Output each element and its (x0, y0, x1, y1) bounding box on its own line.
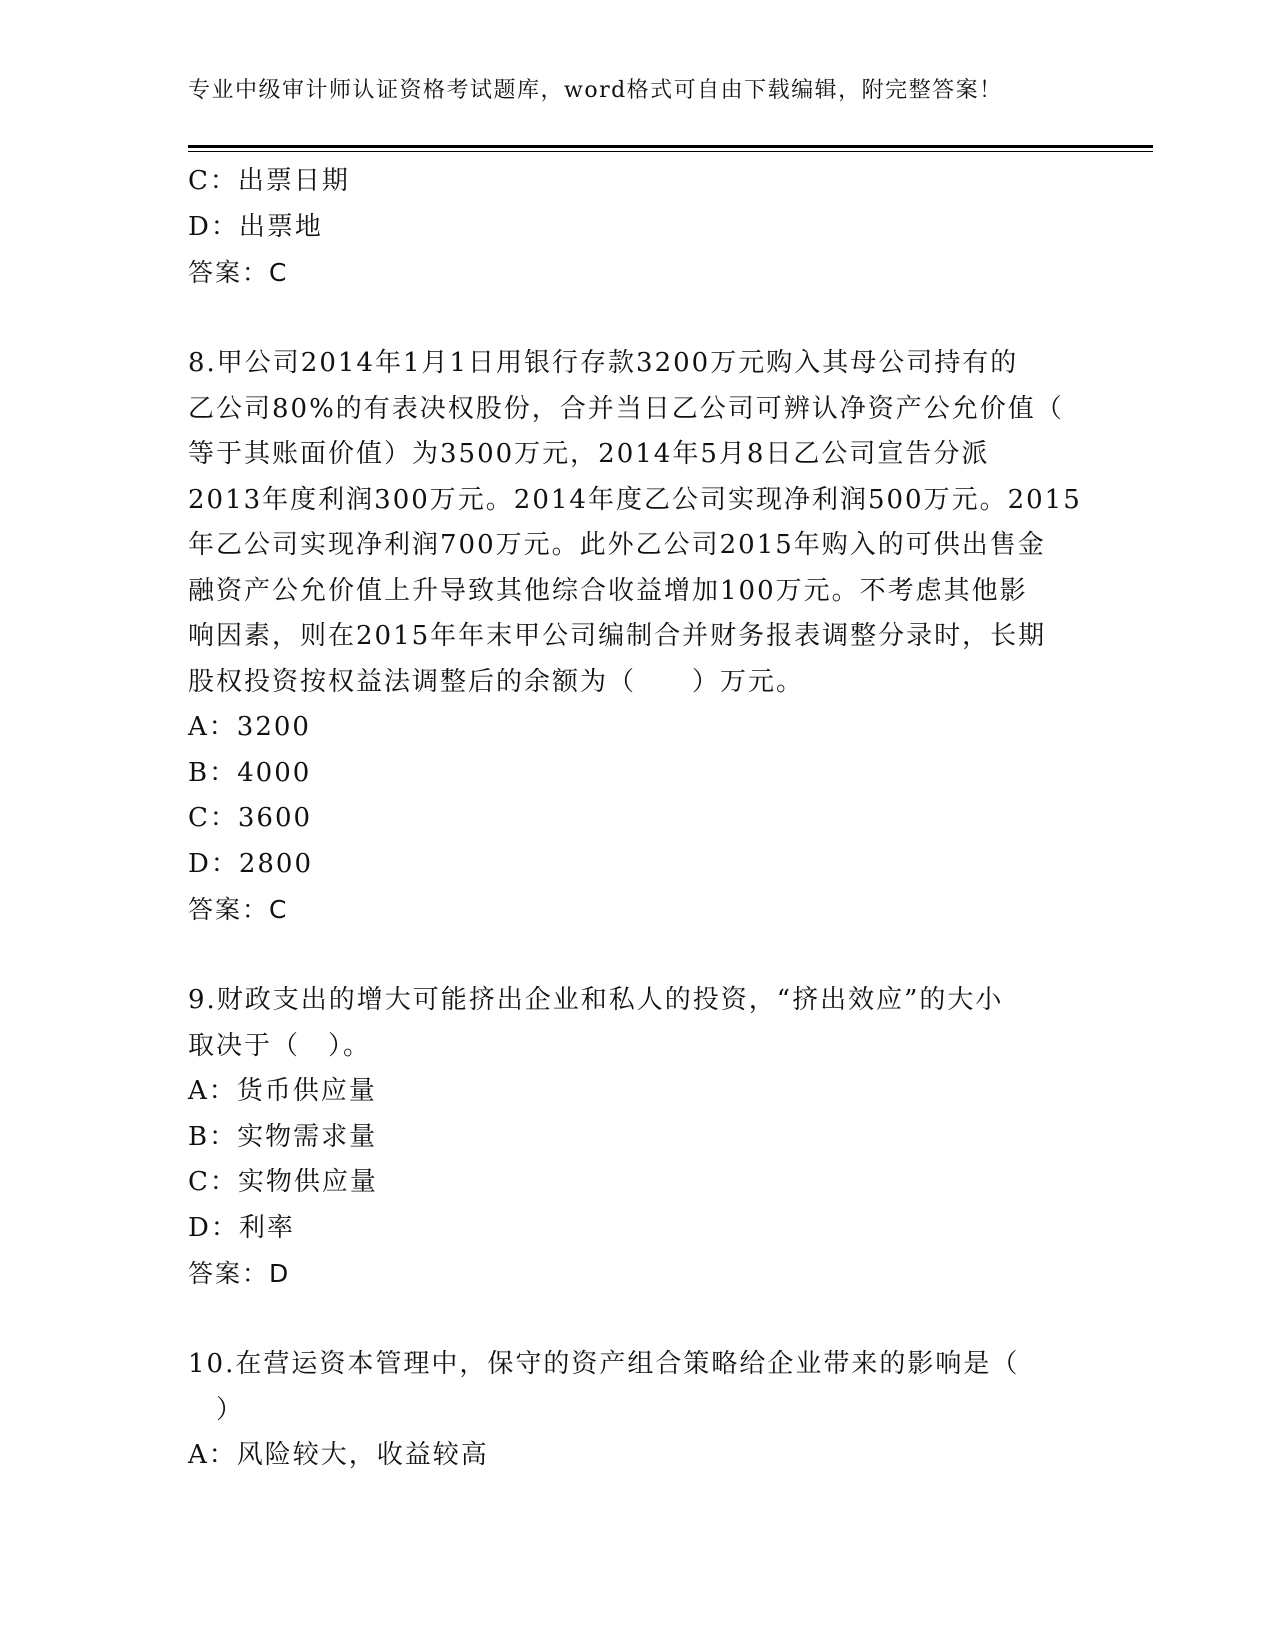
spacer (188, 933, 1088, 979)
document-body (188, 159, 1088, 1479)
option-a: A：货币供应量 (188, 1076, 377, 1106)
question-line: 2013年度利润300万元。2014年度乙公司实现净利润500万元。2015 (188, 484, 1082, 515)
spacer (188, 296, 1088, 342)
question-line: 乙公司80%的有表决权股份，合并当日乙公司可辨认净资产公允价值（ (188, 393, 1064, 424)
question-line: 10.在营运资本管理中，保守的资产组合策略给企业带来的影响是（ (188, 1349, 1020, 1379)
question-line: 9.财政支出的增大可能挤出企业和私人的投资，“挤出效应”的大小 (188, 985, 1004, 1015)
question-line: 等于其账面价值）为3500万元，2014年5月8日乙公司宣告分派 (188, 439, 990, 469)
question-10-text (188, 1342, 1088, 1433)
question-line: 响因素，则在2015年年末甲公司编制合并财务报表调整分录时，长期 (188, 621, 1047, 651)
option-c: C：3600 (188, 803, 313, 833)
option-d: D：利率 (188, 1212, 295, 1243)
answer-line: 答案：C (188, 895, 289, 924)
option-c: C：实物供应量 (188, 1167, 378, 1197)
option-line: C：出票日期 (188, 166, 350, 196)
question-line: 8.甲公司2014年1月1日用银行存款3200万元购入其母公司持有的 (188, 348, 1019, 378)
answer-line: 答案：C (188, 258, 289, 287)
option-d: D：2800 (188, 848, 314, 879)
option-b: B：实物需求量 (188, 1121, 378, 1152)
header-rule-thick (188, 145, 1153, 148)
page-header: 专业中级审计师认证资格考试题库，word格式可自由下载编辑，附完整答案！ (188, 78, 1003, 103)
question-9-text (188, 978, 1088, 1069)
option-a: A：风险较大，收益较高 (188, 1440, 489, 1470)
answer-line: 答案：D (188, 1259, 291, 1288)
option-b: B：4000 (188, 757, 312, 788)
question-line: 年乙公司实现净利润700万元。此外乙公司2015年购入的可供出售金 (188, 530, 1046, 560)
option-line: D：出票地 (188, 211, 323, 242)
question-line: ） (188, 1394, 245, 1425)
spacer (188, 1297, 1088, 1343)
question-line: 取决于（ ）。 (188, 1030, 372, 1061)
question-line: 股权投资按权益法调整后的余额为（ ）万元。 (188, 666, 805, 697)
question-line: 融资产公允价值上升导致其他综合收益增加100万元。不考虑其他影 (188, 575, 1028, 606)
question-8-text (188, 341, 1088, 705)
header-rule-thin (188, 151, 1153, 152)
option-a: A：3200 (188, 712, 311, 742)
